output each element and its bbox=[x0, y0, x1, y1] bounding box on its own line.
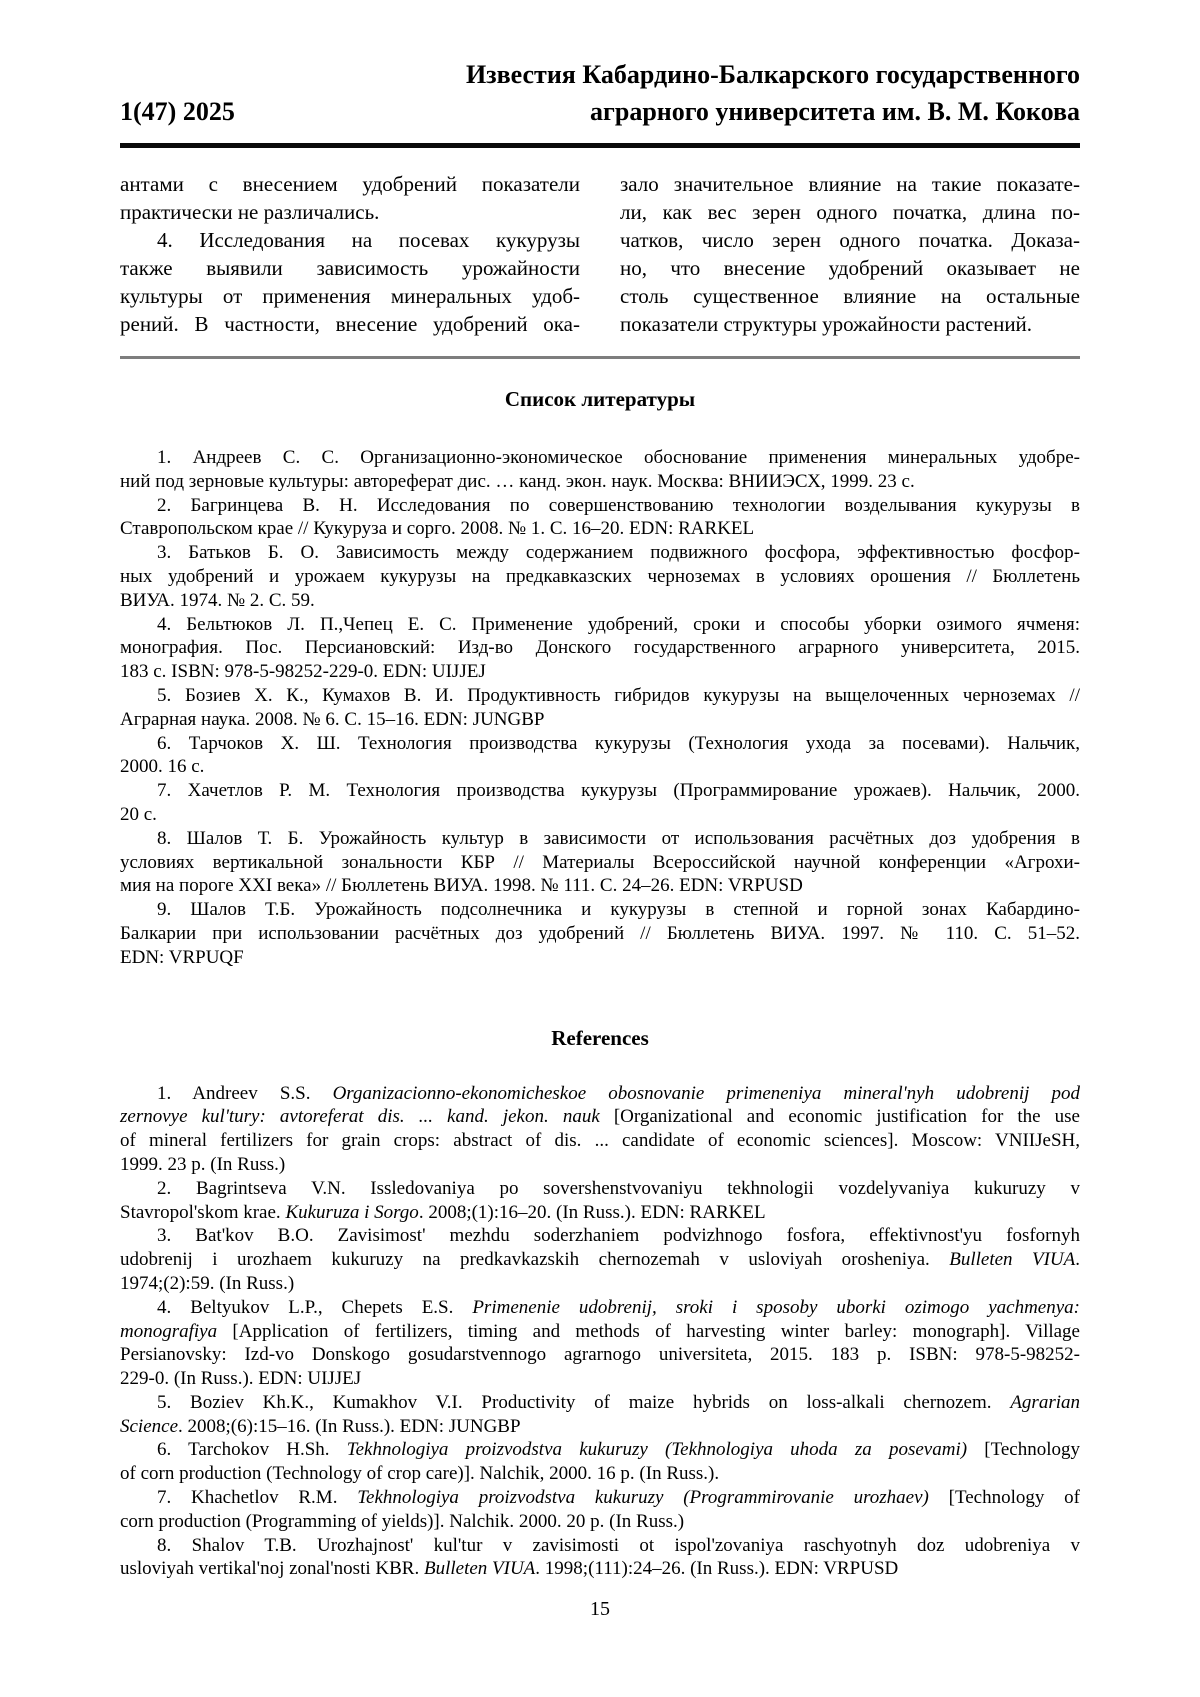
text-line: EDN: VRPUQF bbox=[120, 946, 244, 968]
reference-item bbox=[120, 613, 1080, 684]
text-line: но, что внесение удобрений оказывает не bbox=[620, 256, 1080, 280]
text-line: 8. Shalov T.B. Urozhajnost' kul'tur v zavisimosti ot ispol'zovaniya raschyotnyh doz udobreniya v bbox=[157, 1534, 1080, 1556]
text-line: monografiya [Application of fertilizers, timing and methods of harvesting winter barley: monograph]. Village bbox=[120, 1320, 1080, 1342]
reference-item bbox=[120, 541, 1080, 612]
text-line: 7. Хачетлов Р. М. Технология производства кукурузы (Программирование урожаев). Нальчик, 2000. bbox=[157, 780, 1080, 802]
text-line: 5. Бозиев Х. К., Кумахов В. И. Продуктивность гибридов кукурузы на выщелоченных черноземах // bbox=[157, 684, 1080, 706]
text-line: ВИУА. 1974. № 2. С. 59. bbox=[120, 589, 315, 611]
text-line: 4. Бельтюков Л. П.,Чепец Е. С. Применение удобрений, сроки и способы уборки озимого ячменя: bbox=[157, 613, 1080, 635]
text-line: of mineral fertilizers for grain crops: abstract of dis. ... candidate of economic sciences]. Moscow: VNIIJeSH, bbox=[120, 1130, 1080, 1152]
reference-item bbox=[120, 1438, 1080, 1486]
text-line: 6. Tarchokov H.Sh. Tekhnologiya proizvodstva kukuruzy (Tekhnologiya uhoda za posevami) [Technology bbox=[157, 1439, 1081, 1461]
text-line: 7. Khachetlov R.M. Tekhnologiya proizvodstva kukuruzy (Programmirovanie urozhaev) [Technology of bbox=[157, 1487, 1080, 1509]
text-line: зало значительное влияние на такие показате- bbox=[620, 172, 1080, 196]
text-line: столь существенное влияние на остальные bbox=[620, 284, 1080, 308]
text-line: Persianovsky: Izd-vo Donskogo gosudarstvennogo agrarnogo universiteta, 2015. 183 p. ISBN: 978-5-98252- bbox=[120, 1344, 1080, 1366]
reference-item bbox=[120, 684, 1080, 732]
text-line: corn production (Programming of yields)]. Nalchik. 2000. 20 p. (In Russ.) bbox=[120, 1510, 685, 1532]
text-line: культуры от применения минеральных удоб- bbox=[120, 284, 580, 308]
reference-item bbox=[120, 779, 1080, 827]
page-header bbox=[120, 56, 1080, 130]
text-line: 3. Батьков Б. О. Зависимость между содержанием подвижного фосфора, эффективностью фосфор- bbox=[157, 542, 1080, 564]
text-line: условиях вертикальной зональности КБР // Материалы Всероссийской научной конференции «Агрохи- bbox=[120, 851, 1080, 873]
text-line: рений. В частности, внесение удобрений ока- bbox=[120, 312, 580, 336]
text-line: практически не различались. bbox=[120, 200, 380, 224]
text-line: 20 с. bbox=[120, 803, 157, 825]
reference-item bbox=[120, 494, 1080, 542]
text-line: 229-0. (In Russ.). EDN: UIJJEJ bbox=[120, 1368, 362, 1390]
text-line: показатели структуры урожайности растений. bbox=[620, 312, 1033, 336]
reference-item bbox=[120, 1486, 1080, 1534]
reference-item bbox=[120, 1534, 1080, 1582]
article-column-left bbox=[120, 170, 580, 338]
issue-number: 1(47) 2025 bbox=[120, 97, 235, 126]
reference-item bbox=[120, 1296, 1080, 1391]
text-line: zernovye kul'tury: avtoreferat dis. ... kand. jekon. nauk [Organizational and economic justification for the use bbox=[120, 1106, 1080, 1128]
header-second-row bbox=[120, 93, 1080, 130]
text-line: 6. Тарчоков Х. Ш. Технология производства кукурузы (Технология ухода за посевами). Нальчик, bbox=[157, 732, 1080, 754]
text-line: usloviyah vertikal'noj zonal'nosti KBR. Bulleten VIUA. 1998;(111):24–26. (In Russ.). EDN: VRPUSD bbox=[120, 1558, 899, 1580]
reference-item bbox=[120, 1224, 1080, 1295]
text-line: монография. Пос. Персиановский: Изд-во Донского государственного аграрного университета, 2015. bbox=[120, 637, 1080, 659]
text-line: антами с внесением удобрений показатели bbox=[120, 172, 580, 196]
text-line: 1999. 23 p. (In Russ.) bbox=[120, 1153, 286, 1175]
text-line: 9. Шалов Т.Б. Урожайность подсолнечника и кукурузы в степной и горной зонах Кабардино- bbox=[157, 899, 1080, 921]
header-rule bbox=[120, 143, 1080, 148]
text-line: ли, как вес зерен одного початка, длина по- bbox=[620, 200, 1080, 224]
text-line: udobrenij i urozhaem kukuruzy na predkavkazskih chernozemah v usloviyah orosheniya. Bulleten VIUA. bbox=[120, 1249, 1080, 1271]
text-line: 1. Andreev S.S. Organizacionno-ekonomicheskoe obosnovanie primeneniya mineral'nyh udobrenij pod bbox=[157, 1082, 1080, 1104]
references-en-heading: References bbox=[551, 1025, 649, 1050]
references-ru-heading: Список литературы bbox=[504, 387, 696, 411]
text-line: чатков, число зерен одного початка. Доказа- bbox=[620, 228, 1080, 252]
article-body bbox=[120, 170, 1080, 338]
text-line: 183 с. ISBN: 978-5-98252-229-0. EDN: UIJJEJ bbox=[120, 661, 486, 683]
section-divider bbox=[120, 356, 1080, 359]
page-number: 15 bbox=[590, 1598, 610, 1621]
text-line: ний под зерновые культуры: автореферат дис. … канд. экон. наук. Москва: ВНИИЭСХ, 1999. 23 с. bbox=[120, 470, 915, 492]
text-line: также выявили зависимость урожайности bbox=[120, 256, 580, 280]
journal-title-line1: Известия Кабардино-Балкарского государственного bbox=[465, 60, 1080, 89]
text-line: 2. Bagrintseva V.N. Issledovaniya po sovershenstvovaniyu tekhnologii vozdelyvaniya kukuruzy v bbox=[157, 1177, 1080, 1199]
text-line: Ставропольском крае // Кукуруза и сорго. 2008. № 1. С. 16–20. EDN: RARKEL bbox=[120, 518, 755, 540]
text-line: Science. 2008;(6):15–16. (In Russ.). EDN: JUNGBP bbox=[120, 1415, 521, 1437]
reference-item bbox=[120, 446, 1080, 494]
text-line: 2000. 16 с. bbox=[120, 756, 205, 778]
references-en-list bbox=[120, 1082, 1080, 1582]
reference-item bbox=[120, 898, 1080, 969]
reference-item bbox=[120, 732, 1080, 780]
text-line: 8. Шалов Т. Б. Урожайность культур в зависимости от использования расчётных доз удобрения в bbox=[157, 827, 1080, 849]
reference-item bbox=[120, 827, 1080, 898]
text-line: Балкарии при использовании расчётных доз удобрений // Бюллетень ВИУА. 1997. № 110. С. 51–52. bbox=[120, 922, 1080, 944]
article-column-right bbox=[620, 170, 1080, 338]
text-line: 2. Багринцева В. Н. Исследования по совершенствованию технологии возделывания кукурузы в bbox=[157, 494, 1080, 516]
text-line: ных удобрений и урожаем кукурузы на предкавказских черноземах в условиях орошения // Бюллетень bbox=[120, 565, 1080, 587]
references-ru-list bbox=[120, 446, 1080, 970]
journal-title-line2: аграрного университета им. В. М. Кокова bbox=[590, 97, 1080, 126]
reference-item bbox=[120, 1082, 1080, 1177]
reference-item bbox=[120, 1391, 1080, 1439]
text-line: 3. Bat'kov B.O. Zavisimost' mezhdu soderzhaniem podvizhnogo fosfora, effektivnost'yu fosfornyh bbox=[157, 1225, 1080, 1247]
text-line: 1. Андреев С. С. Организационно-экономическое обоснование применения минеральных удобре- bbox=[157, 447, 1080, 468]
text-line: Аграрная наука. 2008. № 6. С. 15–16. EDN: JUNGBP bbox=[120, 708, 545, 730]
reference-item bbox=[120, 1177, 1080, 1225]
text-line: of corn production (Technology of crop care)]. Nalchik, 2000. 16 p. (In Russ.). bbox=[120, 1463, 720, 1485]
text-line: 5. Boziev Kh.K., Kumakhov V.I. Productivity of maize hybrids on loss-alkali chernozem. Agrarian bbox=[157, 1391, 1080, 1413]
text-line: Stavropol'skom krae. Kukuruza i Sorgo. 2008;(1):16–20. (In Russ.). EDN: RARKEL bbox=[120, 1201, 766, 1223]
text-line: 4. Исследования на посевах кукурузы bbox=[157, 228, 580, 252]
text-line: 1974;(2):59. (In Russ.) bbox=[120, 1272, 295, 1294]
text-line: мия на пороге XXI века» // Бюллетень ВИУА. 1998. № 111. С. 24–26. EDN: VRPUSD bbox=[120, 875, 803, 897]
text-line: 4. Beltyukov L.P., Chepets E.S. Primenenie udobrenij, sroki i sposoby uborki ozimogo yachmenya: bbox=[157, 1296, 1080, 1318]
